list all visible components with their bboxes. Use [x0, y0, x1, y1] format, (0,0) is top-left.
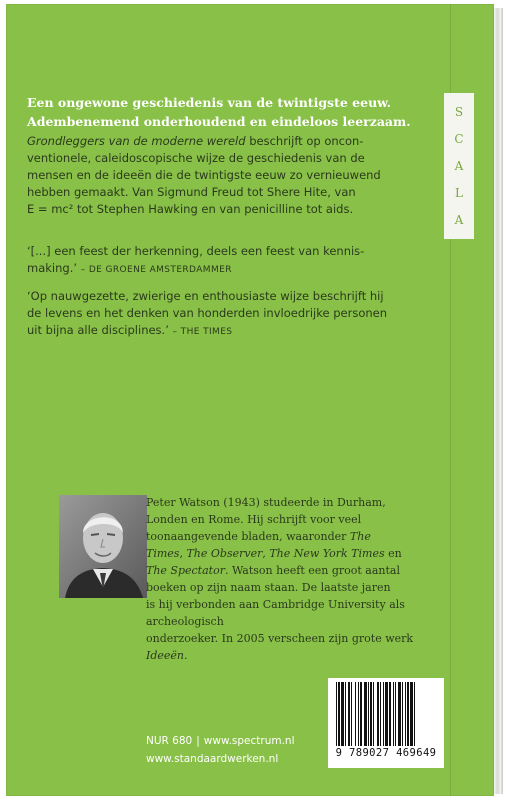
- barcode-bar: [341, 682, 344, 746]
- series-label: [444, 93, 474, 239]
- author-photo: [59, 495, 147, 598]
- series-letter: A: [454, 158, 464, 173]
- series-letter: A: [454, 212, 464, 227]
- barcode-bar: [351, 682, 352, 746]
- quote-line: ‘[...] een feest der herkenning, deels een feest van kennis-: [27, 244, 365, 258]
- headline-line: Adembenemend onderhoudend en eindeloos leerzaam.: [27, 114, 411, 129]
- barcode-bar: [398, 682, 401, 746]
- review-quote-groene: [27, 243, 439, 279]
- bio-line: onderzoeker. In 2005 verscheen zijn grote werk Ideeën.: [146, 632, 414, 662]
- barcode-bar: [410, 682, 413, 746]
- publisher-link-2[interactable]: www.standaardwerken.nl: [146, 753, 279, 765]
- bio-line: toonaangevende bladen, waaronder The: [146, 530, 371, 543]
- headline: [27, 93, 437, 131]
- series-letter: L: [455, 185, 463, 200]
- barcode-digits: 9 789027 469649: [335, 747, 437, 759]
- bio-line: The Spectator. Watson heeft een groot aantal: [146, 564, 400, 577]
- barcode-bar: [402, 682, 403, 746]
- barcode-bar: [368, 682, 369, 746]
- barcode-bar: [345, 682, 346, 746]
- series-letter: S: [454, 105, 464, 120]
- barcode-bar: [364, 682, 367, 746]
- bio-line: Londen en Rome. Hij schrijft voor veel: [146, 513, 362, 526]
- barcode-bar: [338, 682, 340, 746]
- description-line: hebben gemaakt. Van Sigmund Freud tot Shere Hite, van: [27, 185, 356, 199]
- publisher-footer: [146, 732, 326, 768]
- series-letter: C: [454, 132, 464, 147]
- description-line: mensen en de ideeën die de twintigste eeuw zo vernieuwend: [27, 168, 381, 182]
- barcode-bar: [395, 682, 396, 746]
- description-line: ventionele, caleidoscopische wijze de geschiedenis van de: [27, 151, 365, 165]
- barcode-bar: [336, 682, 337, 746]
- barcode-bar: [355, 682, 356, 746]
- barcode-bar: [389, 682, 391, 746]
- barcode-bar: [348, 682, 350, 746]
- barcode-bar: [377, 682, 379, 746]
- barcode-bars: [336, 682, 436, 746]
- quote-line: uit bijna alle disciplines.’ – THE TIMES: [27, 323, 233, 337]
- bio-line: is hij verbonden aan Cambridge University als archeologisch: [146, 598, 405, 628]
- barcode-bar: [405, 682, 406, 746]
- review-quote-times: [27, 288, 439, 341]
- barcode-bar: [414, 682, 415, 746]
- quote-line: making.’ – DE GROENE AMSTERDAMMER: [27, 261, 232, 275]
- book-title: Grondleggers van de moderne wereld: [27, 134, 246, 148]
- nur-code: NUR 680: [146, 735, 193, 747]
- footer-separator: |: [196, 735, 200, 747]
- footer-line: [146, 732, 326, 750]
- barcode-bar: [383, 682, 384, 746]
- barcode-bar: [393, 682, 394, 746]
- page-edges: [494, 8, 503, 794]
- publisher-link[interactable]: www.spectrum.nl: [203, 735, 295, 747]
- barcode-bar: [373, 682, 374, 746]
- bio-line: Peter Watson (1943) studeerde in Durham,: [146, 496, 386, 509]
- barcode-bar: [358, 682, 359, 746]
- barcode-bar: [380, 682, 381, 746]
- isbn-barcode: [328, 678, 444, 768]
- quote-line: de levens en het denken van honderden invloedrijke personen: [27, 306, 388, 320]
- headline-line: Een ongewone geschiedenis van de twintigste eeuw.: [27, 95, 392, 110]
- quote-source: – THE TIMES: [172, 327, 233, 337]
- description: [27, 133, 439, 218]
- barcode-bar: [360, 682, 362, 746]
- description-line: Grondleggers van de moderne wereld beschrijft op oncon-: [27, 134, 364, 148]
- description-line: E = mc² tot Stephen Hawking en van penicilline tot aids.: [27, 202, 354, 216]
- quote-source: – DE GROENE AMSTERDAMMER: [80, 265, 232, 275]
- author-bio: [146, 494, 446, 664]
- quote-line: ‘Op nauwgezette, zwierige en enthousiaste wijze beschrijft hij: [27, 289, 384, 303]
- barcode-bar: [385, 682, 388, 746]
- bio-line: boeken op zijn naam staan. De laatste jaren: [146, 581, 391, 594]
- bio-line: Times, The Observer, The New York Times en: [146, 547, 402, 560]
- barcode-bar: [407, 682, 409, 746]
- barcode-bar: [370, 682, 372, 746]
